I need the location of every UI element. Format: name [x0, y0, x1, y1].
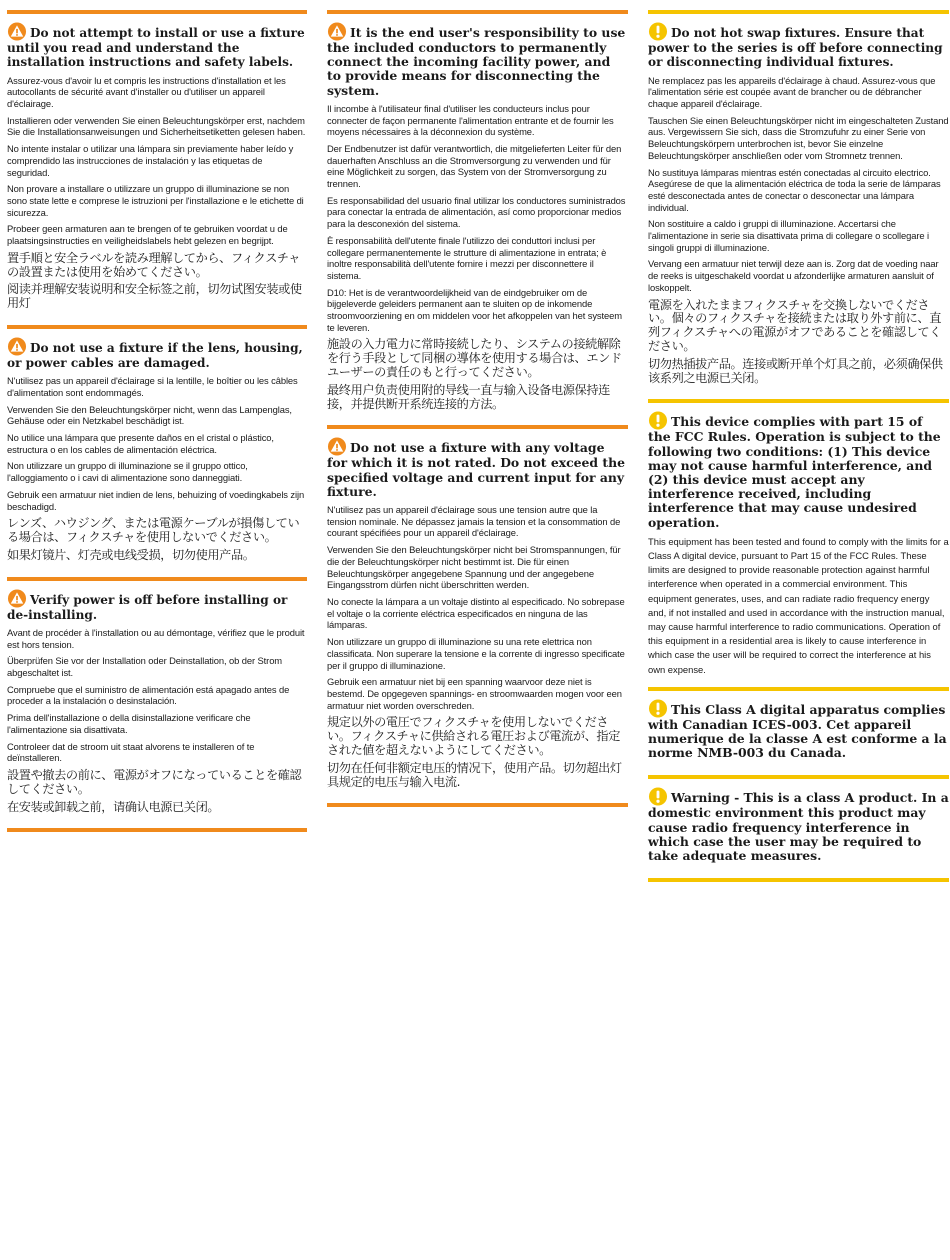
warning-triangle-icon	[327, 22, 347, 41]
orange-rule	[327, 803, 628, 807]
caution-block-fcc	[648, 403, 949, 686]
exclamation-circle-icon	[648, 699, 668, 718]
dutch-text: Probeer geen armaturen aan te brengen of te gebruiken voordat u de plaatsingsinstructies en veiligheidslabels hebt gelezen en begrijpt.	[7, 223, 288, 247]
caution-block-class-a	[648, 779, 949, 878]
warning-heading: It is the end user's responsibility to use the included conductors to permanently connect the incoming facility power, and to provide means for disconnecting the system.	[327, 22, 628, 98]
warning-heading: Do not use a fixture if the lens, housing, or power cables are damaged.	[7, 337, 307, 370]
spanish-text: No intente instalar o utilizar una lámpara sin previamente haber leído y comprendido las instrucciones de instalación y las etiquetas de seguridad.	[7, 143, 294, 178]
warning-heading: Verify power is off before installing or de-installing.	[7, 589, 307, 622]
caution-block-hot-swap	[648, 14, 949, 399]
french-text: N'utilisez pas un appareil d'éclairage si la lentille, le boîtier ou les câbles d'alimentation sont endommagés.	[7, 375, 298, 398]
caution-heading: This Class A digital apparatus complies with Canadian ICES-003. Cet appareil numerique de la classe A est conforme a la norme NMB-003 du Canada.	[648, 699, 949, 761]
dutch-text: D10: Het is de verantwoordelijkheid van de eindgebruiker om de bijgeleverde geleiders permanent aan te sluiten op de inkomende stroomvoorziening en om middelen voor het afkoppelen van het systeem te leveren.	[327, 286, 622, 333]
spanish-text: Es responsabilidad del usuario final utilizar los conductores suministrados para conectar la entrada de alimentación, así como proporcionar medios para la desconexión del sistema.	[327, 194, 626, 230]
left-column	[7, 10, 307, 832]
dutch-text: Controleer dat de stroom uit staat alvorens te installeren of te deïnstalleren.	[7, 740, 255, 764]
german-text: Überprüfen Sie vor der Installation oder Deinstallation, ob der Strom abgeschaltet ist.	[7, 655, 283, 679]
italian-text: Non utilizzare un gruppo di illuminazione se il gruppo ottico, l'alloggiamento o i cavi di alimentazione sono danneggiati.	[7, 460, 248, 484]
japanese-text: レンズ、ハウジング、または電源ケーブルが損傷している場合は、フィクスチャを使用しないでください。	[7, 516, 300, 545]
dutch-text: Vervang een armatuur niet terwijl deze aan is. Zorg dat de voeding naar de reeks is uitgeschakeld voordat u afzonderlijke armaturen aansluit of loskoppelt.	[648, 258, 939, 293]
italian-text: Prima dell'installazione o della disinstallazione verificare che l'alimentazione sia disattivata.	[7, 712, 251, 735]
italian-text: È responsabilità dell'utente finale l'utilizzo dei conduttori inclusi per collegare permanentemente le strutture di alimentazione in entrata; è inoltre responsabilità dell'utente fornire i mezzi per disconnettere il sistema.	[327, 234, 607, 281]
italian-text: Non sostituire a caldo i gruppi di illuminazione. Accertarsi che l'alimentazione in serie sia disattivata prima di collegare o scollegare i singoli gruppi di illuminazione.	[648, 218, 929, 253]
german-text: Installieren oder verwenden Sie einen Beleuchtungskörper erst, nachdem Sie die Installationsanweisungen und Sicherheitsetiketten gelesen haben.	[7, 114, 306, 138]
french-text: Assurez-vous d'avoir lu et compris les instructions d'installation et les autocollants de sécurité avant d'installer ou d'utiliser un appareil d'éclairage.	[7, 74, 286, 109]
warning-triangle-icon	[7, 337, 27, 356]
french-text: Avant de procéder à l'installation ou au démontage, vérifiez que le produit est hors tension.	[7, 626, 305, 650]
right-column	[648, 10, 949, 882]
german-text: Tauschen Sie einen Beleuchtungskörper nicht im eingeschalteten Zustand aus. Vergewissern Sie sich, dass die Stromzufuhr zu einer Serie von Beleuchtungskörpern unterbrochen ist, bevor Sie einzelne Beleuchtungskörper anschließen oder vom Stromnetz trennen.	[648, 114, 949, 161]
warning-triangle-icon	[7, 22, 27, 41]
german-text: Verwenden Sie den Beleuchtungskörper nicht, wenn das Lampenglas, Gehäuse oder ein Netzkabel beschädigt ist.	[7, 403, 292, 427]
chinese-text: 如果灯镜片、灯壳或电线受损，切勿使用产品。	[7, 547, 255, 562]
warning-block-rated-voltage	[327, 429, 628, 803]
chinese-text: 切勿热插拔产品。连接或断开单个灯具之前，必须确保供该系列之电源已关闭。	[648, 356, 943, 385]
warning-block-verify-power	[7, 581, 307, 829]
middle-column	[327, 10, 628, 807]
orange-rule	[7, 828, 307, 832]
italian-text: Non provare a installare o utilizzare un gruppo di illuminazione se non sono state lette e comprese le istruzioni per l'installazione e le etichette di sicurezza.	[7, 183, 304, 218]
yellow-rule	[648, 878, 949, 882]
dutch-text: Gebruik een armatuur niet bij een spanning waarvoor deze niet is bestemd. De opgegeven spannings- en stroomwaarden mogen voor een armatuur niet worden overschreden.	[327, 676, 622, 711]
caution-block-ices	[648, 691, 949, 776]
warning-block-end-user-conductors	[327, 14, 628, 425]
french-text: N'utilisez pas un appareil d'éclairage sous une tension autre que la tension nominale. Ne dépassez jamais la tension et la consommation de courant spécifiées pour un appareil d'éclairage.	[327, 504, 621, 539]
chinese-text: 最终用户负责使用附的导线一直与输入设备电源保持连接，并提供断开系统连接的方法。	[327, 382, 610, 411]
spanish-text: No sustituya lámparas mientras estén conectadas al circuito electrico. Asegúrese de que la alimentación eléctrica de toda la serie de lámparas esté desconectada antes de conectar o desconectar una lámpara individual.	[648, 166, 941, 213]
exclamation-circle-icon	[648, 787, 668, 806]
french-text: Ne remplacez pas les appareils d'éclairage à chaud. Assurez-vous que l'alimentation série est coupée avant de brancher ou de débrancher chaque appareil d'éclairage.	[648, 74, 936, 109]
german-text: Der Endbenutzer ist dafür verantwortlich, die mitgelieferten Leiter für den dauerhaften Anschluss an die Stromversorgung zu verwenden und für eine Möglichkeit zu sorgen, das System von der Stromversorgung zu trennen.	[327, 142, 622, 190]
chinese-text: 在安装或卸载之前，请确认电源已关闭。	[7, 799, 220, 814]
spanish-text: No utilice una lámpara que presente daños en el cristal o plástico, estructura o en los cables de alimentación eléctrica.	[7, 432, 274, 455]
dutch-text: Gebruik een armatuur niet indien de lens, behuizing of voedingkabels zijn beschadigd.	[7, 488, 305, 512]
warning-block-read-instructions	[7, 14, 307, 325]
fcc-body-text: This equipment has been tested and found to comply with the limits for a Class A digital device, pursuant to Part 15 of the FCC Rules. These limits are designed to provide reasonable protection against harmful interference when operated in a commercial environment. This equipment generates, uses, and can radiate radio frequency energy and, if not installed and used in accordance with the instruction manual, may cause harmful interference to radio communications. Operation of this equipment in a residential area is likely to cause interference in which case the user will be required to correct the interference at his own expense.	[648, 535, 949, 675]
warning-block-damaged-lens	[7, 329, 307, 577]
spanish-text: Compruebe que el suministro de alimentación está apagado antes de proceder a la instalación o desinstalación.	[7, 683, 290, 707]
japanese-text: 施設の入力電力に常時接続したり、システムの接続解除を行う手段として同梱の導体を使用する場合は、エンド ユーザーの責任のもと行ってください。	[327, 337, 622, 380]
french-text: Il incombe à l'utilisateur final d'utiliser les conducteurs inclus pour connecter de façon permanente l'alimentation entrante et de fournir les moyens nécessaires à la déconnexion du système.	[327, 102, 614, 138]
japanese-text: 規定以外の電圧でフィクスチャを使用しないでください。フィクスチャに供給される電圧および電流が、指定された値を超えないようにしてください。	[327, 715, 620, 757]
exclamation-circle-icon	[648, 411, 668, 430]
italian-text: Non utilizzare un gruppo di illuminazione su una rete elettrica non classificata. Non superare la tensione e la corrente di ingresso specificate per il gruppo di illuminazione.	[327, 636, 625, 671]
japanese-text: 電源を入れたままフィクスチャを交換しないでください。個々のフィクスチャを接続または取り外す前に、直列フィクスチャへの電源がオフであることを確認してください。	[648, 297, 941, 353]
warning-triangle-icon	[7, 589, 27, 608]
japanese-text: 置手順と安全ラベルを読み理解してから、フィクスチャの設置または使用を始めてください。	[7, 250, 300, 279]
spanish-text: No conecte la lámpara a un voltaje distinto al especificado. No sobrepase el voltaje o la corriente eléctrica especificados en ninguna de las lámparas.	[327, 595, 625, 631]
warning-triangle-icon	[327, 437, 347, 456]
caution-heading: Do not hot swap fixtures. Ensure that power to the series is off before connecting or disconnecting individual fixtures.	[648, 22, 949, 70]
caution-heading: Warning - This is a class A product. In a domestic environment this product may cause radio frequency interference in which case the user may be required to take adequate measures.	[648, 787, 949, 863]
chinese-text: 阅读并理解安装说明和安全标签之前，切勿试图安装或使用灯	[7, 282, 302, 311]
exclamation-circle-icon	[648, 22, 668, 41]
caution-heading: This device complies with part 15 of the FCC Rules. Operation is subject to the following two conditions: (1) This device may not cause harmful interference, and (2) this device must accept any interference received, including interference that may cause undesired operation.	[648, 411, 949, 529]
chinese-text: 切勿在任何非额定电压的情况下，使用产品。切勿超出灯具规定的电压与输入电流.	[327, 760, 622, 789]
warning-heading: Do not attempt to install or use a fixture until you read and understand the installation instructions and safety labels.	[7, 22, 307, 70]
warning-heading: Do not use a fixture with any voltage for which it is not rated. Do not exceed the specified voltage and current input for any fixture.	[327, 437, 628, 499]
german-text: Verwenden Sie den Beleuchtungskörper nicht bei Stromspannungen, für die der Beleuchtungskörper nicht bestimmt ist. Die für einen Beleuchtungskörper angegebene Spannung und der angegebene Eingangsstrom dürfen nicht überschritten werden.	[327, 544, 621, 591]
japanese-text: 設置や撤去の前に、電源がオフになっていることを確認してください。	[7, 767, 302, 796]
